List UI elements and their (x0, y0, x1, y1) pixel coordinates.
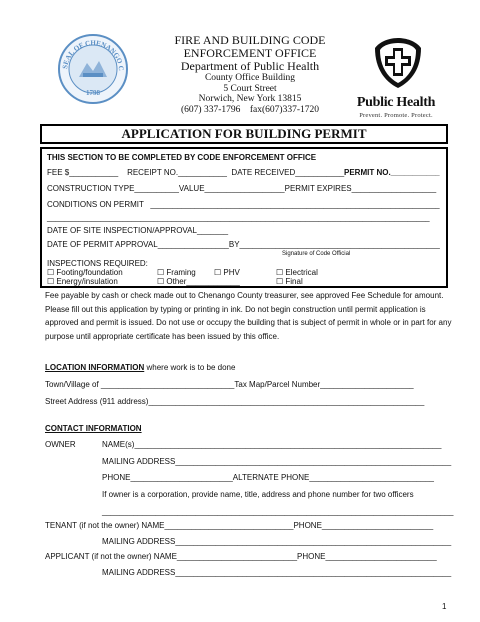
tenant-name-phone-row[interactable]: TENANT (if not the owner) NAME_____________________________PHONE_________________________ (45, 521, 434, 530)
applicant-mailing-address-field[interactable]: MAILING ADDRESS______________________________________________________________ (102, 568, 452, 577)
header-department: Department of Public Health (180, 59, 320, 73)
corporation-officers-field[interactable]: _______________________________________________________________________________ (102, 507, 454, 516)
logo-tagline: Prevent. Promote. Protect. (359, 112, 433, 119)
conditions-continuation-line[interactable]: ______________________________________________________________________________________ (47, 213, 430, 222)
office-section-heading: THIS SECTION TO BE COMPLETED BY CODE ENFORCEMENT OFFICE (47, 153, 317, 162)
site-inspection-date-field[interactable]: DATE OF SITE INSPECTION/APPROVAL_______ (47, 226, 229, 235)
owner-mailing-address-field[interactable]: MAILING ADDRESS______________________________________________________________ (102, 457, 452, 466)
public-health-logo (346, 35, 446, 121)
corporation-instruction: If owner is a corporation, provide name, title, address and phone number for two officers (102, 490, 414, 499)
checkbox-other[interactable]: ☐ Other____________ (157, 277, 240, 286)
construction-type-row[interactable]: CONSTRUCTION TYPE__________VALUE__________________PERMIT EXPIRES___________________ (47, 184, 437, 193)
conditions-on-permit-field[interactable]: CONDITIONS ON PERMIT _________________________________________________________________ (47, 200, 440, 209)
owner-label: OWNER (45, 440, 76, 449)
header-phone: (607) 337-1796 fax(607)337-1720 (181, 104, 319, 115)
seal-text: SEAL OF CHENANGO C (61, 38, 126, 72)
fee-receipt-date-row[interactable]: FEE $___________ RECEIPT NO.___________ DATE RECEIVED___________ (47, 168, 345, 177)
checkbox-phv[interactable]: ☐ PHV (214, 268, 240, 277)
seal-year: 1798 (86, 89, 100, 97)
page-number: 1 (442, 602, 447, 611)
form-title-box (40, 124, 448, 144)
office-use-section (40, 147, 448, 288)
checkbox-final[interactable]: ☐ Final (276, 277, 303, 286)
owner-phone-row[interactable]: PHONE_______________________ALTERNATE PHONE____________________________ (102, 473, 434, 482)
contact-heading: CONTACT INFORMATION (45, 424, 142, 433)
fee-instructions-paragraph: Fee payable by cash or check made out to Chenango County treasurer, see approved Fee Schedule for amount. Please fill out this application by typing or printing in ink. Do not begin construction until permit application is approved and permit is issued. Do not use or occupy the building that is subject of permit in whole or in part for any purpose until appropriate certificate has been issued by this office. (45, 291, 452, 341)
header-city: Norwich, New York 13815 (198, 94, 302, 104)
town-taxmap-row[interactable]: Town/Village of ______________________________Tax Map/Parcel Number_____________________ (45, 380, 414, 389)
tenant-mailing-address-field[interactable]: MAILING ADDRESS______________________________________________________________ (102, 537, 452, 546)
shield-cross-icon (370, 35, 426, 91)
form-title: APPLICATION FOR BUILDING PERMIT (121, 126, 367, 141)
checkbox-footing-foundation[interactable]: ☐ Footing/foundation (47, 268, 123, 277)
permit-number-field[interactable]: PERMIT NO.___________ (344, 168, 440, 177)
checkbox-framing[interactable]: ☐ Framing (157, 268, 196, 277)
location-heading (45, 363, 235, 373)
permit-approval-row[interactable]: DATE OF PERMIT APPROVAL________________BY_____________________________________________ (47, 240, 440, 249)
checkbox-electrical[interactable]: ☐ Electrical (276, 268, 318, 277)
county-seal (57, 33, 129, 105)
checkbox-energy-insulation[interactable]: ☐ Energy/insulation (47, 277, 118, 286)
location-heading-label: LOCATION INFORMATION (45, 363, 145, 372)
header-title-line1: FIRE AND BUILDING CODE (174, 33, 326, 47)
header-title-line2: ENFORCEMENT OFFICE (183, 46, 317, 60)
inspections-required-label: INSPECTIONS REQUIRED: (47, 259, 148, 268)
logo-name: Public Health (356, 95, 436, 110)
header-building: County Office Building (204, 73, 296, 83)
owner-names-field[interactable]: NAME(s)_____________________________________________________________________ (102, 440, 442, 449)
office-header (150, 34, 350, 115)
header-street: 5 Court Street (223, 83, 277, 94)
signature-caption: Signature of Code Official (282, 251, 351, 257)
applicant-name-phone-row[interactable]: APPLICANT (if not the owner) NAME___________________________PHONE_________________________ (45, 552, 437, 561)
location-heading-note: where work is to be done (144, 363, 236, 372)
street-address-field[interactable]: Street Address (911 address)______________________________________________________________ (45, 397, 425, 406)
